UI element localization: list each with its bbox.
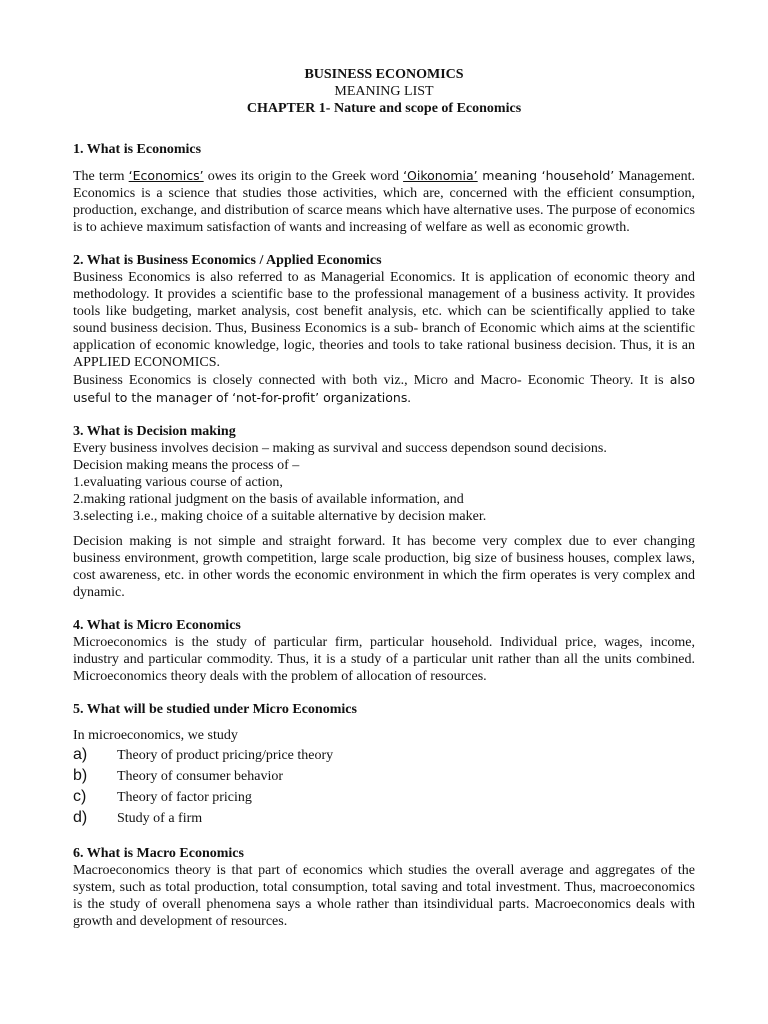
term-oikonomia: ‘Oikonomia’ — [403, 168, 478, 183]
section-micro-study — [73, 701, 695, 829]
list-line: 3.selecting i.e., making choice of a suitable alternative by decision maker. — [73, 509, 487, 524]
text-run: Management. Economics is a science that studies those activities, which are, concerned with the efficient consumption, production, exchange, and distribution of scarce means which have alternative uses. The purpose of economics is to achieve maximum satisfaction of wants and increasing of welfare as well as economic growth. — [73, 169, 695, 235]
list-item-text: Theory of factor pricing — [117, 790, 252, 805]
text-run: . — [407, 391, 411, 406]
list-marker: d) — [73, 809, 88, 826]
section-decision-making — [73, 423, 695, 601]
section-heading: 3. What is Decision making — [73, 424, 236, 439]
section-heading: 1. What is Economics — [73, 142, 202, 157]
document-title: BUSINESS ECONOMICS — [304, 67, 464, 82]
paragraph: Decision making is not simple and straight forward. It has become very complex due to ever changing business environment, growth competition, large scale production, big size of business houses, complex laws, cost awareness, etc. in other words the economic environment in which the firm operates is very complex and dynamic. — [73, 534, 695, 600]
section-heading: 2. What is Business Economics / Applied Economics — [73, 253, 382, 268]
list-line: 1.evaluating various course of action, — [73, 475, 283, 490]
list-item — [73, 745, 695, 766]
section-heading: 4. What is Micro Economics — [73, 618, 241, 633]
text-run: owes its origin to the Greek word — [203, 169, 404, 184]
text-run: Business Economics is closely connected with both viz., Micro and Macro- Economic Theory. It is — [73, 373, 664, 388]
list-marker: a) — [73, 746, 88, 763]
section-macro-economics — [73, 845, 695, 930]
list-item — [73, 808, 695, 829]
study-list — [73, 745, 695, 829]
paragraph: Decision making means the process of – — [73, 458, 300, 473]
paragraph — [73, 167, 695, 236]
list-marker: c) — [73, 788, 87, 805]
list-item — [73, 766, 695, 787]
text-run: meaning ‘household’ — [477, 168, 615, 183]
list-item-text: Theory of product pricing/price theory — [117, 748, 334, 763]
list-item-text: Theory of consumer behavior — [117, 769, 283, 784]
document-subtitle: MEANING LIST — [334, 84, 434, 99]
term-economics: ‘Economics’ — [128, 168, 204, 183]
text-run: The term — [73, 169, 129, 184]
paragraph: Microeconomics is the study of particular firm, particular household. Individual price, wages, income, industry and particular commodity. Thus, it is a study of a particular unit rather than all the units combined. Microeconomics theory deals with the problem of allocation of resources. — [73, 635, 695, 684]
chapter-title: CHAPTER 1- Nature and scope of Economics — [246, 101, 522, 116]
paragraph: In microeconomics, we study — [73, 728, 238, 743]
paragraph: Macroeconomics theory is that part of economics which studies the overall average and aggregates of the system, such as total production, total consumption, total saving and total investment. Thus, macroeconomics is the study of overall phenomena says a whole rather than itsindividual parts. Macroeconomics deals with growth and development of resources. — [73, 863, 695, 929]
document-header — [73, 66, 695, 117]
section-heading: 5. What will be studied under Micro Economics — [73, 702, 357, 717]
list-item-text: Study of a firm — [117, 811, 203, 826]
section-business-economics — [73, 252, 695, 407]
paragraph: Every business involves decision – making as survival and success dependson sound decisions. — [73, 441, 607, 456]
list-line: 2.making rational judgment on the basis of available information, and — [73, 492, 464, 507]
list-marker: b) — [73, 767, 88, 784]
text-run: also useful to the manager of ‘not-for-profit’ organizations — [73, 372, 696, 405]
section-heading: 6. What is Macro Economics — [73, 846, 244, 861]
list-item — [73, 787, 695, 808]
section-economics — [73, 141, 695, 236]
paragraph — [73, 371, 695, 407]
paragraph: Business Economics is also referred to as Managerial Economics. It is application of economic theory and methodology. It provides a scientific base to the professional management of a business activity. It provides tools like budgeting, market analysis, cost benefit analysis, etc. which can be scientifically applied to take sound business decision. Thus, Business Economics is a sub- branch of Economic which aims at the scientific application of economic knowledge, logic, theories and tools to take rational business decision. Thus, it is an APPLIED ECONOMICS. — [73, 270, 695, 370]
section-micro-economics — [73, 617, 695, 685]
